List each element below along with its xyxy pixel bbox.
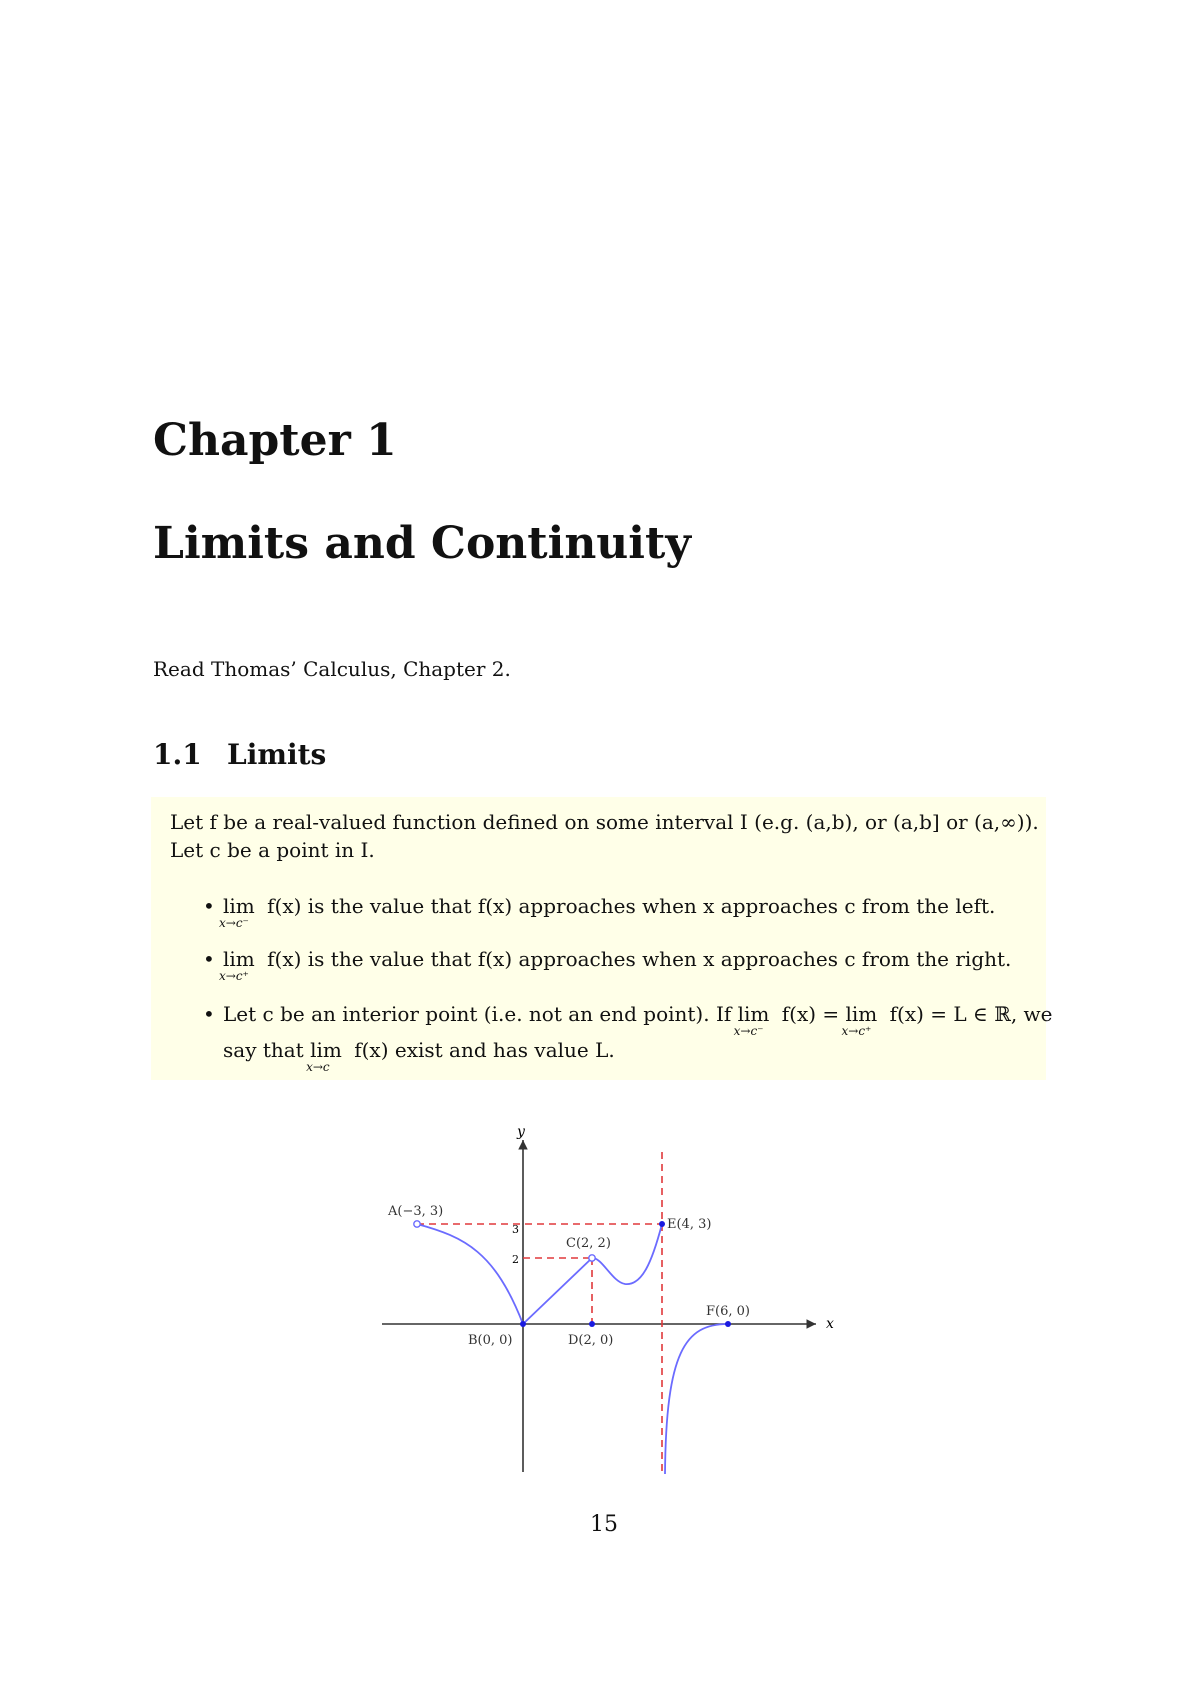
lim-subscript: x→c⁺: [219, 969, 249, 983]
label-point-C: C(2, 2): [566, 1236, 611, 1251]
y-axis-label: y: [517, 1124, 525, 1140]
lim-operator: lim x→c: [306, 1038, 342, 1074]
lim-operator: lim x→c⁺: [219, 947, 255, 983]
lim-operator: lim x→c⁻: [219, 894, 255, 930]
point-C-open: [589, 1255, 595, 1261]
bullet-two-sided-line2: say that lim x→c f(x) exist and has value L.: [223, 1038, 615, 1074]
lim-subscript: x→c⁻: [219, 916, 249, 930]
point-E: [659, 1221, 665, 1227]
page-number: 15: [590, 1512, 618, 1537]
bullet-text: f(x) is the value that f(x) approaches when x approaches c from the left.: [267, 894, 996, 918]
section-heading: [153, 738, 326, 771]
bullet-dot: •: [203, 894, 215, 918]
bullet-text: f(x) is the value that f(x) approaches when x approaches c from the right.: [267, 947, 1012, 971]
label-point-D: D(2, 0): [568, 1333, 614, 1348]
point-A-open: [414, 1221, 420, 1227]
curve-segment-F: [665, 1324, 728, 1474]
bullet-dot: •: [203, 1002, 215, 1026]
point-B: [520, 1321, 526, 1327]
curve-segment-B-C: [523, 1258, 592, 1324]
section-title: Limits: [227, 738, 327, 771]
chapter-label: Chapter 1: [153, 415, 397, 466]
bullet-two-sided-line1: Let c be an interior point (i.e. not an end point). If lim x→c⁻ f(x) = lim x→c⁺ f(x) = L ∈ ℝ, we: [223, 1002, 1053, 1038]
definition-line-2: Let c be a point in I.: [170, 838, 375, 862]
point-F: [725, 1321, 731, 1327]
section-number: 1.1: [153, 738, 202, 771]
lim-subscript: x→c⁻: [733, 1024, 764, 1038]
tick-label-3: 3: [512, 1223, 519, 1236]
label-point-F: F(6, 0): [706, 1304, 750, 1319]
label-point-A: A(−3, 3): [388, 1204, 444, 1219]
lim-subscript: x→c: [306, 1060, 330, 1074]
curve-segment-A-B: [417, 1224, 523, 1324]
bullet-right-limit: [219, 947, 1012, 983]
x-axis-label: x: [826, 1316, 834, 1332]
chapter-title: Limits and Continuity: [153, 518, 691, 569]
bullet-dot: •: [203, 947, 215, 971]
lim-operator: lim x→c⁻: [733, 1002, 770, 1038]
curve-segment-C-E: [592, 1224, 662, 1284]
label-point-B: B(0, 0): [468, 1333, 513, 1348]
function-graph: [370, 1122, 840, 1482]
tick-label-2: 2: [512, 1253, 519, 1266]
point-D: [589, 1321, 595, 1327]
definition-line-1: Let f be a real-valued function defined on some interval I (e.g. (a,b), or (a,b] or (a,∞)).: [170, 810, 1039, 834]
bullet-left-limit: [219, 894, 996, 930]
lim-subscript: x→c⁺: [841, 1024, 872, 1038]
lim-operator: lim x→c⁺: [841, 1002, 878, 1038]
label-point-E: E(4, 3): [667, 1217, 712, 1232]
intro-text: Read Thomas’ Calculus, Chapter 2.: [153, 657, 511, 681]
